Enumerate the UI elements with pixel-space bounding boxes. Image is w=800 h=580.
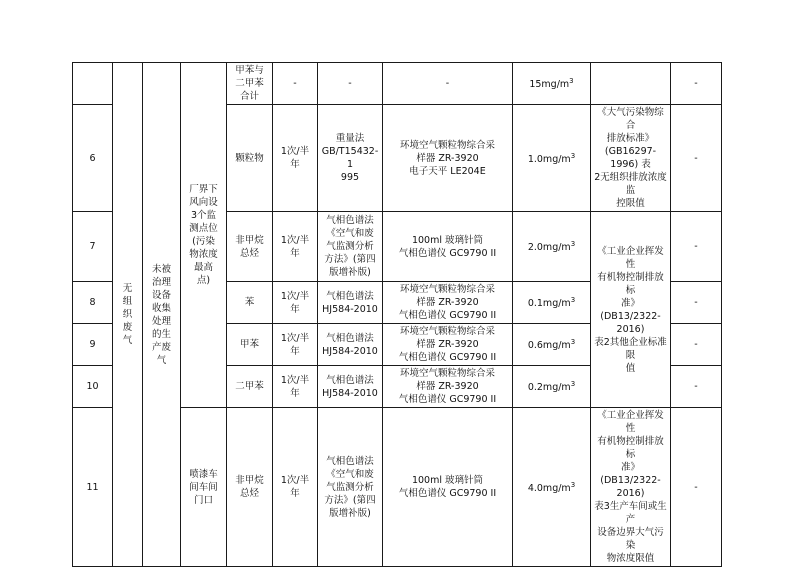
row-number: 11 <box>73 408 113 567</box>
instrument-cell: 100ml 玻璃针筒 气相色谱仪 GC9790 II <box>383 408 513 567</box>
location-cell: 厂界下 风向设 3个监 测点位 (污染 物浓度 最高 点) <box>181 63 227 408</box>
method-cell: 气相色谱法 《空气和废 气监测分析 方法》(第四 版增补版) <box>318 212 383 282</box>
frequency-cell: 1次/半 年 <box>273 324 318 366</box>
table-row <box>73 63 722 105</box>
standard-cell <box>591 63 671 105</box>
remark-cell: - <box>671 324 722 366</box>
limit-cell <box>513 366 591 408</box>
limit-value: 2.0mg/m <box>527 242 571 254</box>
remark-cell: - <box>671 282 722 324</box>
method-cell: 气相色谱法 HJ584-2010 <box>318 366 383 408</box>
pollutant-cell: 甲苯与 二甲苯 合计 <box>227 63 273 105</box>
method-cell: 气相色谱法 HJ584-2010 <box>318 324 383 366</box>
frequency-cell: 1次/半 年 <box>273 212 318 282</box>
row-number: 6 <box>73 105 113 212</box>
pollutant-cell: 颗粒物 <box>227 105 273 212</box>
limit-value: 0.1mg/m <box>527 298 571 310</box>
frequency-cell: - <box>273 63 318 105</box>
unit-superscript: 3 <box>570 240 576 249</box>
instrument-cell: 环境空气颗粒物综合采 样器 ZR-3920 气相色谱仪 GC9790 II <box>383 324 513 366</box>
category-cell: 无 组 织 废 气 <box>113 63 143 567</box>
instrument-cell: 环境空气颗粒物综合采 样器 ZR-3920 气相色谱仪 GC9790 II <box>383 282 513 324</box>
limit-cell <box>513 63 591 105</box>
method-cell: 气相色谱法 HJ584-2010 <box>318 282 383 324</box>
limit-value: 4.0mg/m <box>527 483 571 495</box>
unit-superscript: 3 <box>570 338 576 347</box>
unit-superscript: 3 <box>570 296 576 305</box>
row-number <box>73 63 113 105</box>
remark-cell: - <box>671 105 722 212</box>
standard-cell: 《大气污染物综合 排放标准》 (GB16297-1996) 表 2无组织排放浓度监 控限值 <box>591 105 671 212</box>
standard-cell: 《工业企业挥发性 有机物控制排放标 准》 (DB13/2322-2016) 表2其他企业标准限 值 <box>591 212 671 408</box>
limit-cell <box>513 282 591 324</box>
method-cell: 气相色谱法 《空气和废 气监测分析 方法》(第四 版增补版) <box>318 408 383 567</box>
row-number: 9 <box>73 324 113 366</box>
limit-value: 0.6mg/m <box>527 340 571 352</box>
row-number: 8 <box>73 282 113 324</box>
limit-value: 1.0mg/m <box>527 154 571 166</box>
location-cell: 喷漆车 间车间 门口 <box>181 408 227 567</box>
method-cell: - <box>318 63 383 105</box>
limit-value: 15mg/m <box>529 79 570 91</box>
instrument-cell: 环境空气颗粒物综合采 样器 ZR-3920 电子天平 LE204E <box>383 105 513 212</box>
pollutant-cell: 非甲烷 总烃 <box>227 212 273 282</box>
limit-cell <box>513 408 591 567</box>
pollutant-cell: 甲苯 <box>227 324 273 366</box>
remark-cell: - <box>671 366 722 408</box>
remark-cell: - <box>671 63 722 105</box>
standard-cell: 《工业企业挥发性 有机物控制排放标 准》 (DB13/2322-2016) 表3生产车间或生产 设备边界大气污染 物浓度限值 <box>591 408 671 567</box>
row-number: 7 <box>73 212 113 282</box>
instrument-cell: - <box>383 63 513 105</box>
unit-superscript: 3 <box>570 380 576 389</box>
frequency-cell: 1次/半 年 <box>273 282 318 324</box>
limit-cell <box>513 105 591 212</box>
pollutant-cell: 二甲苯 <box>227 366 273 408</box>
frequency-cell: 1次/半 年 <box>273 408 318 567</box>
frequency-cell: 1次/半 年 <box>273 105 318 212</box>
limit-cell <box>513 324 591 366</box>
pollutant-cell: 苯 <box>227 282 273 324</box>
instrument-cell: 环境空气颗粒物综合采 样器 ZR-3920 气相色谱仪 GC9790 II <box>383 366 513 408</box>
frequency-cell: 1次/半 年 <box>273 366 318 408</box>
row-number: 10 <box>73 366 113 408</box>
unit-superscript: 3 <box>570 151 576 160</box>
pollutant-cell: 非甲烷 总烃 <box>227 408 273 567</box>
instrument-cell: 100ml 玻璃针筒 气相色谱仪 GC9790 II <box>383 212 513 282</box>
limit-value: 0.2mg/m <box>527 382 571 394</box>
method-cell: 重量法 GB/T15432-1 995 <box>318 105 383 212</box>
remark-cell: - <box>671 212 722 282</box>
source-cell: 未被 治理 设备 收集 处理 的生 产废 气 <box>143 63 181 567</box>
limit-cell <box>513 212 591 282</box>
unit-superscript: 3 <box>570 480 576 489</box>
monitoring-table <box>72 62 722 567</box>
unit-superscript: 3 <box>569 77 574 86</box>
remark-cell: - <box>671 408 722 567</box>
